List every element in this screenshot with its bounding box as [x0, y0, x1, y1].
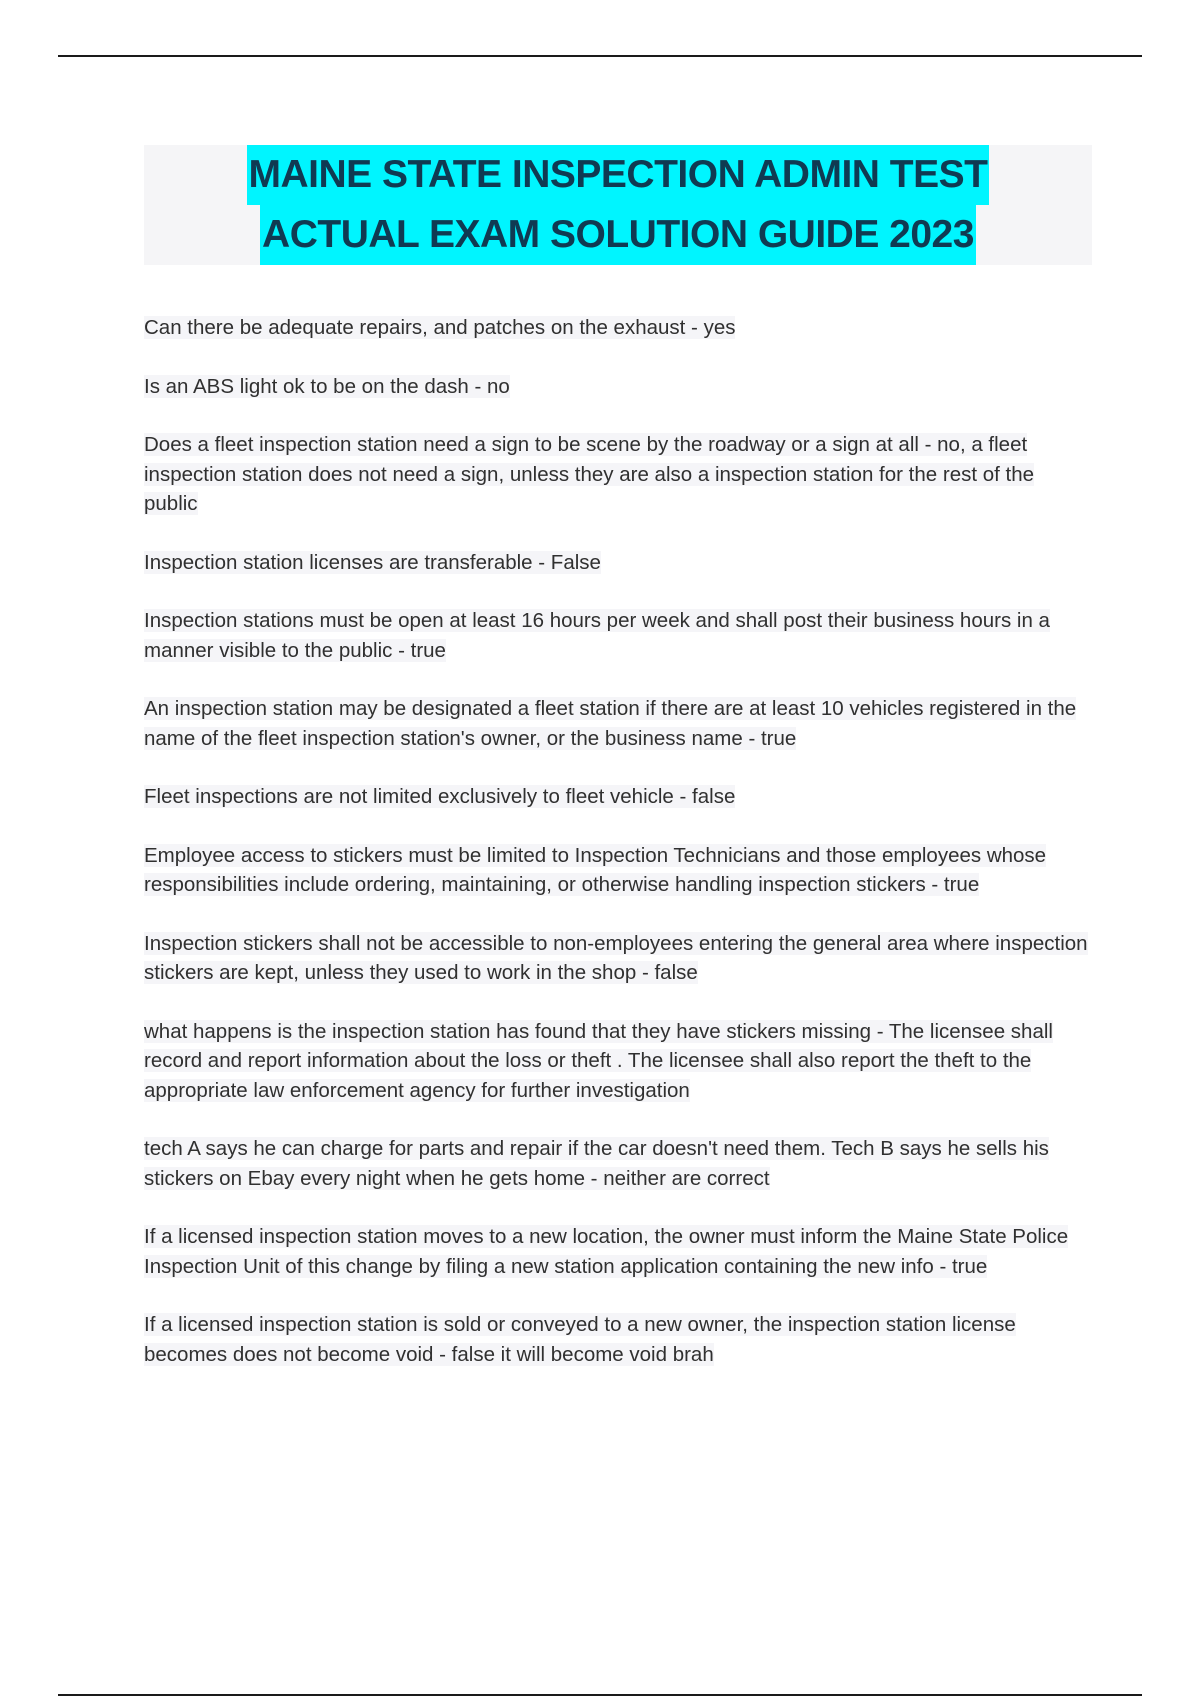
qa-item: tech A says he can charge for parts and repair if the car doesn't need them. Tech B says he sells his stickers on Ebay every night when he gets home - neither are correct — [144, 1137, 1049, 1190]
title-line-2: ACTUAL EXAM SOLUTION GUIDE 2023 — [260, 205, 976, 265]
qa-item: Is an ABS light ok to be on the dash - no — [144, 374, 510, 398]
bottom-rule — [58, 1694, 1142, 1696]
qa-item: If a licensed inspection station moves to a new location, the owner must inform the Maine State Police Inspection Unit of this change by filing a new station application containing the new info - true — [144, 1225, 1069, 1278]
qa-item: Employee access to stickers must be limited to Inspection Technicians and those employees whose responsibilities include ordering, maintaining, or otherwise handling inspection stickers - true — [144, 843, 1047, 896]
qa-item: Inspection station licenses are transferable - False — [144, 550, 601, 574]
qa-item: what happens is the inspection station has found that they have stickers missing - The licensee shall record and report information about the loss or theft . The licensee shall also report the theft to the appropriate law enforcement agency for further investigation — [144, 1019, 1053, 1102]
qa-item: If a licensed inspection station is sold or conveyed to a new owner, the inspection station license becomes does not become void - false it will become void brah — [144, 1313, 1016, 1366]
qa-item: Inspection stickers shall not be accessible to non-employees entering the general area where inspection stickers are kept, unless they used to work in the shop - false — [144, 931, 1088, 984]
top-rule — [58, 55, 1142, 57]
qa-list — [144, 313, 1092, 1398]
qa-item: Can there be adequate repairs, and patches on the exhaust - yes — [144, 316, 736, 339]
document-title — [144, 145, 1092, 265]
qa-item: Does a fleet inspection station need a sign to be scene by the roadway or a sign at all - no, a fleet inspection station does not need a sign, unless they are also a inspection station for the rest of the public — [144, 433, 1035, 515]
qa-item: Inspection stations must be open at least 16 hours per week and shall post their business hours in a manner visible to the public - true — [144, 609, 1050, 662]
qa-item: Fleet inspections are not limited exclusively to fleet vehicle - false — [144, 785, 736, 808]
qa-item: An inspection station may be designated a fleet station if there are at least 10 vehicles registered in the name of the fleet inspection station's owner, or the business name - true — [144, 697, 1077, 750]
title-line-1: MAINE STATE INSPECTION ADMIN TEST — [247, 145, 990, 205]
